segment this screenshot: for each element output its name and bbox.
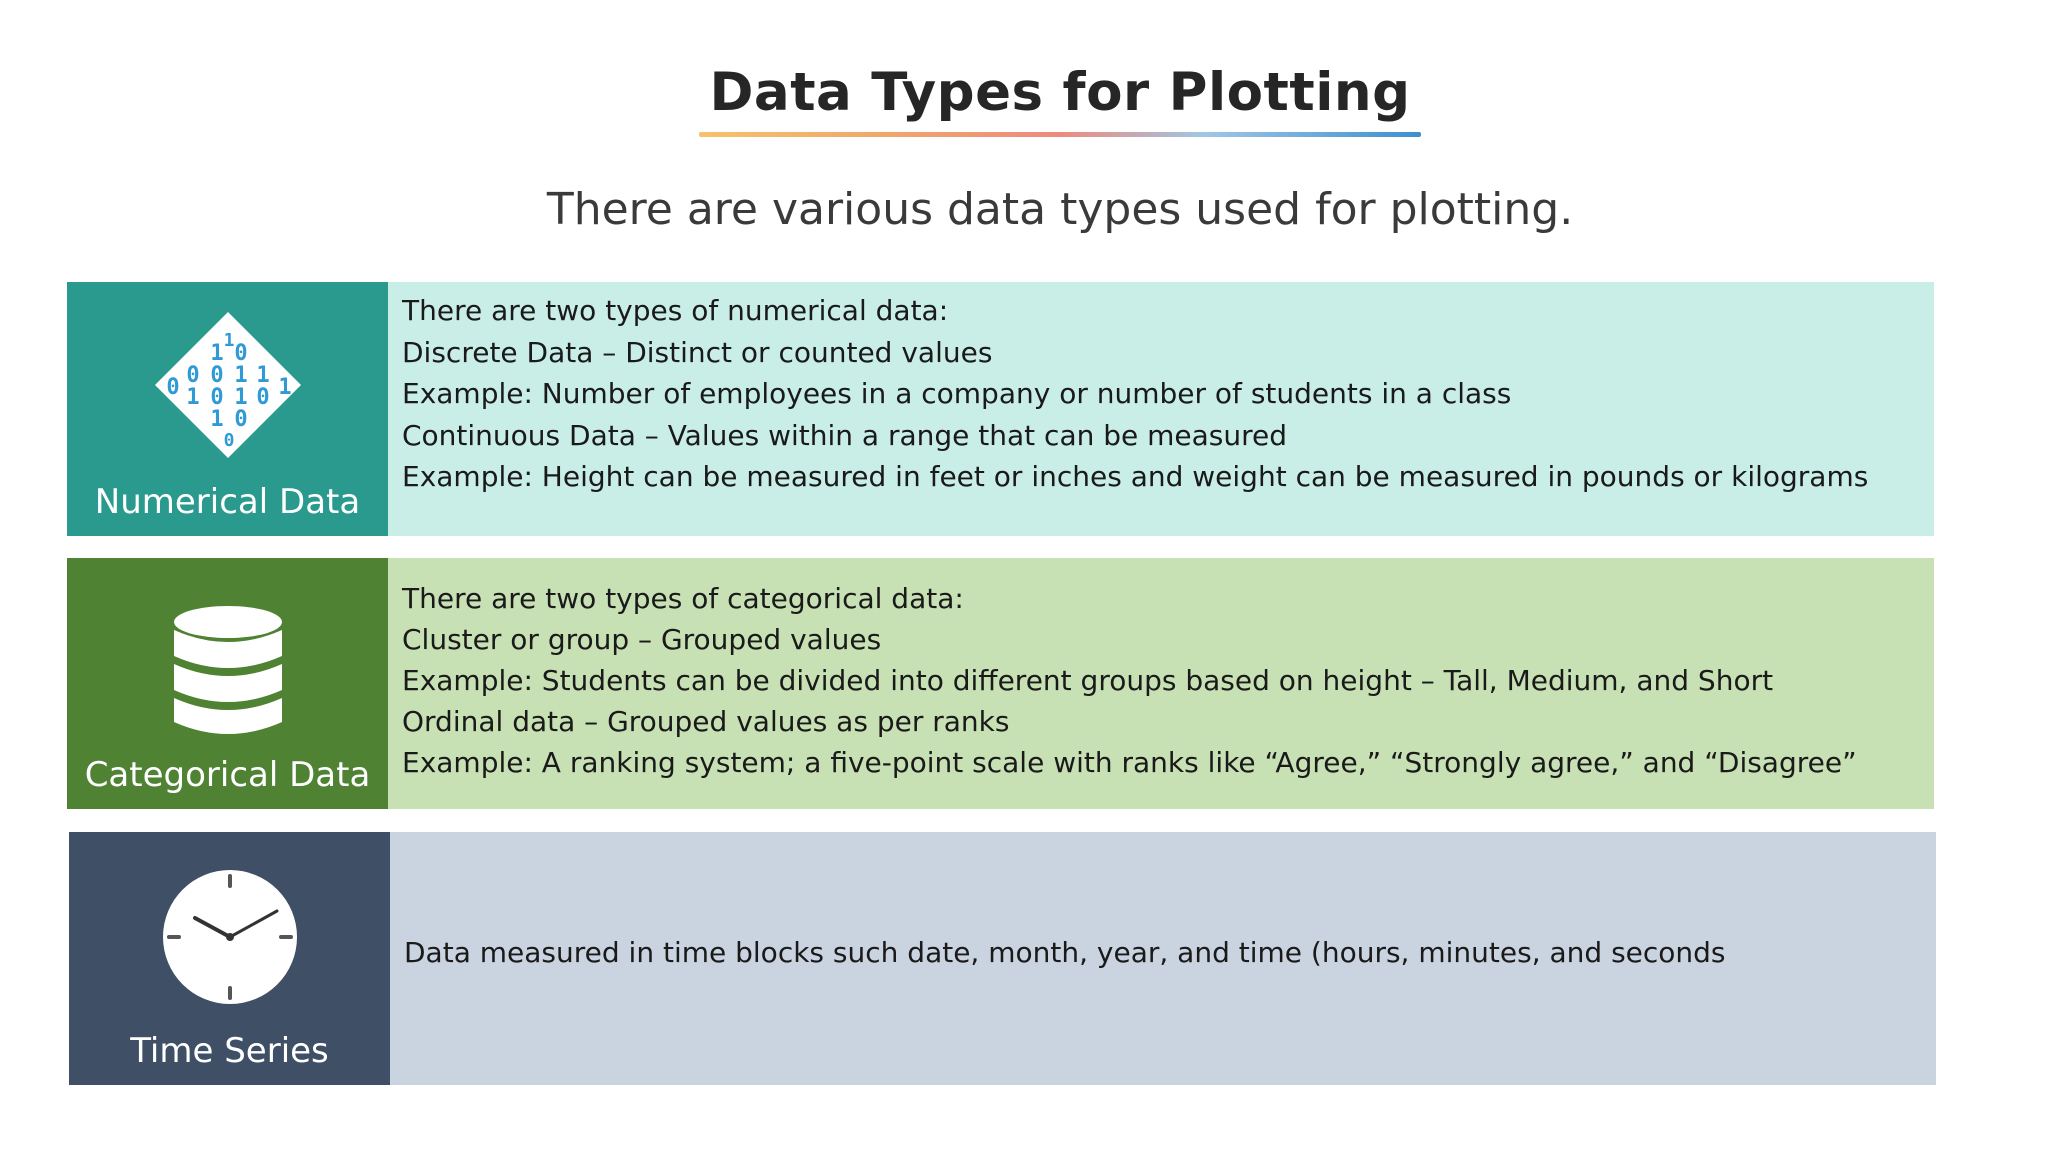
page-title-text: Data Types for Plotting [709,62,1411,123]
svg-text:1: 1 [223,330,234,351]
categorical-line-5: Example: A ranking system; a five-point scale with ranks like “Agree,” “Strongly agree,” and “Disagree” [402,746,1857,779]
svg-text:1: 1 [255,363,270,388]
svg-text:0: 0 [223,430,234,451]
title-area [0,62,2048,131]
categorical-line-1: There are two types of categorical data: [402,582,964,615]
clock-icon [161,868,299,1011]
page-title [699,62,1420,131]
categorical-data-icon-panel [67,558,388,809]
database-icon [172,604,284,749]
svg-text:0: 0 [255,385,270,410]
svg-text:1: 1 [185,385,200,410]
card-numerical-data [67,282,1934,536]
svg-text:1: 1 [233,363,248,388]
time-series-line-1: Data measured in time blocks such date, month, year, and time (hours, minutes, and seconds [404,935,1726,969]
svg-text:0: 0 [233,341,248,366]
title-underline [699,132,1420,137]
categorical-data-description [388,558,1934,809]
svg-text:1: 1 [209,341,224,366]
svg-text:0: 0 [233,407,248,432]
svg-text:0: 0 [209,363,224,388]
numerical-line-5: Example: Height can be measured in feet or inches and weight can be measured in pounds or kilograms [402,460,1869,493]
numerical-line-4: Continuous Data – Values within a range that can be measured [402,418,1288,452]
time-series-icon-panel [69,832,390,1085]
card-categorical-data [67,558,1934,809]
time-series-label: Time Series [130,1031,329,1071]
svg-text:0: 0 [209,385,224,410]
numerical-data-icon-panel [67,282,388,536]
categorical-line-4: Ordinal data – Grouped values as per ranks [402,705,1010,738]
numerical-data-label: Numerical Data [94,482,361,522]
svg-text:1: 1 [209,407,224,432]
numerical-line-2: Discrete Data – Distinct or counted values [402,335,993,369]
time-series-description [390,832,1936,1085]
svg-text:1: 1 [233,385,248,410]
categorical-line-3: Example: Students can be divided into different groups based on height – Tall, Medium, and Short [402,664,1774,697]
categorical-line-2: Cluster or group – Grouped values [402,623,882,656]
numerical-line-3: Example: Number of employees in a company or number of students in a class [402,377,1512,410]
numerical-line-1: There are two types of numerical data: [402,294,949,327]
card-time-series [69,832,1936,1085]
svg-text:0: 0 [185,363,200,388]
subtitle-area [0,184,2048,235]
binary-diamond-icon [153,310,303,465]
page-subtitle: There are various data types used for plotting. [546,184,1574,235]
categorical-data-label: Categorical Data [84,755,371,795]
svg-text:1: 1 [277,375,292,400]
numerical-data-description [388,282,1934,536]
svg-text:0: 0 [165,375,180,400]
